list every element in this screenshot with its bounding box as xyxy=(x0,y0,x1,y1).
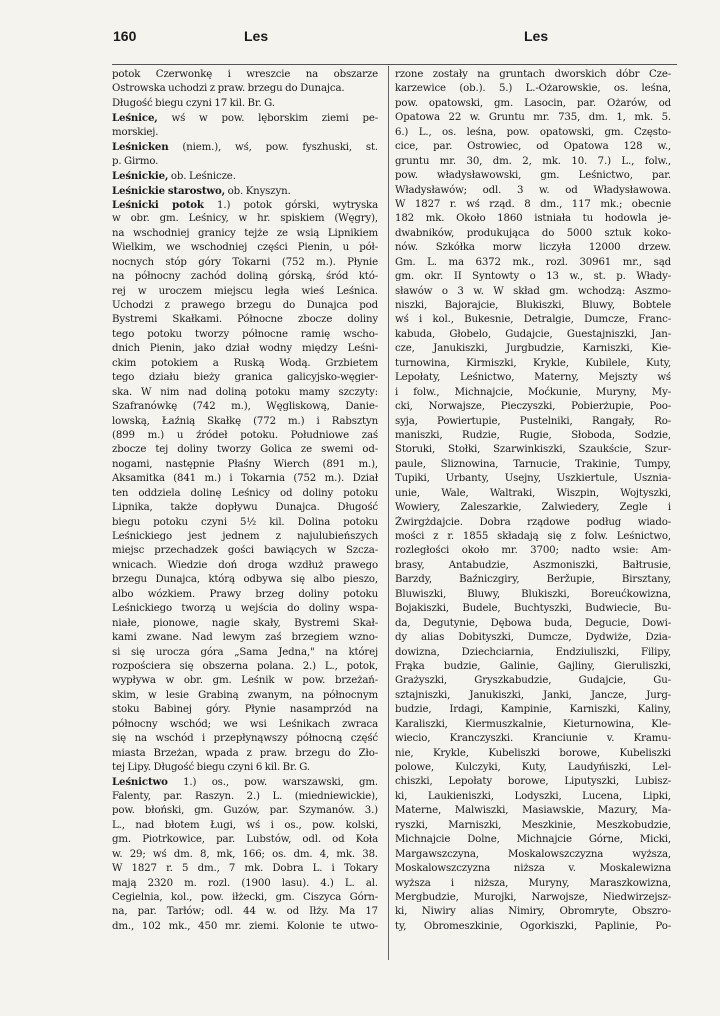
text-line: nogami, następnie Płaśny Wierch (891 m.), xyxy=(112,458,378,470)
entry-headword: Leśnicki potok xyxy=(112,198,204,211)
text-line: mości z r. 1855 składają się z folw. Leśnictwo, xyxy=(395,531,671,542)
text-line: Leśnickie, ob. Leśnicze. xyxy=(112,170,236,183)
text-line: Karaliszki, Kiermuszkalnie, Kieturnowina, Kle- xyxy=(395,718,671,730)
text-line: gruntu mr. 30, dm. 2, mk. 10. 7.) L., folw., xyxy=(395,155,671,167)
text-line: Cegielnia, kol., pow. iłżecki, gm. Ciszyca Górn- xyxy=(112,891,378,903)
running-title-left: Les xyxy=(244,28,269,44)
text-line: pow. opatowski, gm. Lasocin, par. Ożarów, od xyxy=(395,97,671,109)
text-line: ryszki, Marniszki, Meszkinie, Meszkobudzie, xyxy=(395,819,671,831)
text-line: pow. władysławowski, gm. Leśnictwo, par. xyxy=(395,170,671,182)
text-line: unie, Wale, Waltraki, Wiszpin, Wojtyszki, xyxy=(395,487,671,499)
text-line: polowe, Kulczyki, Kuty, Laudyńiszki, Lel- xyxy=(395,762,671,773)
text-line: na wschodniej granicy tejże ze wsią Lipnikiem xyxy=(112,227,378,239)
text-line: dm., 102 mk., 450 mr. ziemi. Kolonie te utwo- xyxy=(112,920,378,932)
text-line: Lipnika, także dopływu Dunajca. Długość xyxy=(112,502,378,514)
text-line: Uchodzi z prawego brzegu do Dunajca pod xyxy=(112,300,378,311)
text-line: syja, Powiertupie, Pustelniki, Rangały, Ro- xyxy=(395,415,671,427)
text-line: kami zwane. Nad lewym zaś brzegiem wzno- xyxy=(112,632,378,644)
text-line: Falenty, par. Raszyn. 2.) L. (miedniewickie), xyxy=(112,790,378,802)
text-line: Frąka budzie, Galinie, Gajliny, Gieruliszki, xyxy=(395,660,671,672)
text-line: ckim potokiem a Ruską Wodą. Grzbietem xyxy=(112,357,378,369)
text-line: Żwirgżdajcie. Dobra rządowe podług wiado- xyxy=(395,516,671,528)
text-line: (899 m.) u źródeł potoku. Południowe zaś xyxy=(112,429,378,441)
entry-headword: Leśnicken xyxy=(112,141,169,154)
text-line: Aksamitka (841 m.) i Tokarnia (752 m.). Dział xyxy=(112,473,378,485)
text-line: gm. Piotrkowice, par. Lubstów, odl. od Koła xyxy=(112,834,378,846)
page-number: 160 xyxy=(113,28,137,44)
text-line: sławów o 3 w. W skład gm. wchodzą: Aszmo- xyxy=(395,285,671,297)
header-rule xyxy=(112,64,677,65)
text-line: w. 29; wś dm. 8, mk, 166; os. dm. 4, mk. 38. xyxy=(112,848,378,860)
text-line: albo wózkiem. Prawy brzeg doliny potoku xyxy=(112,588,378,600)
text-line: budzie, Irdagi, Kampinie, Karniszki, Kaliny, xyxy=(395,704,671,716)
text-line: kabuda, Głobelo, Gudajcie, Guestajniszki, Jan- xyxy=(395,328,671,340)
text-line: zbocze tej doliny tworzy Golica ze swemi od- xyxy=(112,444,378,456)
text-line: mają 2320 m. rozl. (1900 lasu). 4.) L. al. xyxy=(112,877,378,889)
text-line: paule, Śliznowina, Tarnucie, Trakinie, Tumpy, xyxy=(395,458,671,470)
text-line: Leśnictwo 1.) os., pow. warszawski, gm. xyxy=(112,776,378,789)
text-line: Gm. L. ma 6372 mk., rozl. 30961 mr., sąd xyxy=(395,256,671,268)
text-line: stoku Babinej góry. Płynie nasamprzód na xyxy=(112,704,378,716)
text-line: cki, Norwajsze, Pieczyszki, Pobierżupie, Poo- xyxy=(395,401,671,413)
running-header xyxy=(0,28,720,50)
text-line: ki, Laukieniszki, Lodyszki, Lucena, Lipki, xyxy=(395,790,671,802)
text-line: morskiej. xyxy=(112,126,159,138)
text-line: Tupiki, Urbanty, Usejny, Uszkiertule, Uszniа- xyxy=(395,473,671,485)
text-line: sztajniszki, Janukiszki, Janki, Jancze, Jurg- xyxy=(395,689,671,701)
text-line: Szafranówkę (742 m.), Węgliskową, Danie- xyxy=(112,401,378,413)
right-column xyxy=(395,68,671,934)
text-line: rozpościera się obszerna polana. 2.) L., potok, xyxy=(112,660,378,672)
text-line: da, Degutynie, Dębowa buda, Degucie, Dowi- xyxy=(395,617,671,629)
text-line: maniszki, Rudzie, Rugie, Słoboda, Sodzie, xyxy=(395,429,671,441)
text-line: Bystremi Skałkami. Północne zbocze doliny xyxy=(112,314,378,326)
text-line: Michnajcie Dolne, Michnajcie Górne, Micki, xyxy=(395,834,671,846)
text-line: pow. błoński, gm. Guzów, par. Szymanów. 3.) xyxy=(112,805,378,817)
text-line: biegu potoku czyni 5½ kil. Dolina potoku xyxy=(112,516,378,528)
text-line: Leśnice, wś w pow. lęborskim ziemi pe- xyxy=(112,112,378,125)
text-line: Leśnickie starostwo, ob. Knyszyn. xyxy=(112,184,291,197)
text-line: Leśnicken (niem.), wś, pow. fyszhuski, st. xyxy=(112,141,378,154)
text-line: dnich Pienin, jako dział wodny między Leśni- xyxy=(112,343,378,355)
text-line: tego działu bieży granica galicyjsko-węgier- xyxy=(112,372,378,384)
text-line: si się urocza góra „Sama Jedna," na której xyxy=(112,646,378,658)
text-line: turnowina, Kirmiszki, Krykle, Kubilele, Kuty, xyxy=(395,357,671,369)
text-line: Barzdy, Baźniczgiry, Beržupie, Birsztany, xyxy=(395,574,671,586)
text-line: L., nad błotem Ługi, wś i os., pow. kolski, xyxy=(112,819,378,831)
text-line: rzone zostały na gruntach dworskich dóbr Cze- xyxy=(395,69,671,80)
text-line: nów. Szkółka morw liczyła 12000 drzew. xyxy=(395,242,671,254)
text-line: dwabników, produkująca do 5000 sztuk koko- xyxy=(395,227,671,239)
text-line: brzegu Dunajca, którą odbywa się albo pieszo, xyxy=(112,574,378,586)
text-line: ten oddziela dolinę Leśnicy od doliny potoku xyxy=(112,487,378,499)
text-line: ty, Obromeszkinie, Ogorkiszki, Paplinie, Po- xyxy=(395,920,671,932)
text-line: Leśnickiego jest jednem z najulubieńszych xyxy=(112,531,378,542)
entry-headword: Leśnictwo xyxy=(112,776,168,789)
text-line: Leśnicki potok 1.) potok górski, wytryska xyxy=(112,198,378,211)
text-line: cze, Janukiszki, Jurgbudzie, Karniszki, Kie- xyxy=(395,343,671,355)
entry-headword: Leśnice, xyxy=(112,112,158,125)
text-line: i folw., Michnajcie, Moćkunie, Muryny, My- xyxy=(395,386,671,398)
text-line: lowską, Łaźnią Skałkę (772 m.) i Rabsztyn xyxy=(112,415,378,427)
text-line: Margawszczyna, Moskalowszczyzna wyższa, xyxy=(395,848,671,860)
text-line: Moskalowszczyzna niższa v. Moskalewizna xyxy=(395,863,671,875)
text-line: 6.) L., os. leśna, pow. opatowski, gm. Często- xyxy=(395,126,671,138)
text-line: niszki, Bajorajcie, Blukiszki, Bluwy, Bobtele xyxy=(395,300,671,311)
text-line: wiecio, Kranczyszki. Kranciunie v. Kramu- xyxy=(395,733,671,745)
text-line: gm. okr. II Syntowty o 13 w., st. p. Włady- xyxy=(395,271,671,283)
text-line: brasy, Antabudzie, Aszmoniszki, Bałtrusie, xyxy=(395,559,671,571)
text-line: miasta Brzeżan, wpada z praw. brzegu do Zło- xyxy=(112,747,378,759)
entry-headword: Leśnickie, xyxy=(112,170,169,183)
text-line: chiszki, Lepołaty borowe, Liputyszki, Lubisz- xyxy=(395,776,671,788)
text-line: Wowiery, Zaleszarkie, Zalwiedery, Zegle i xyxy=(395,502,671,514)
text-line: Leśnickiego tworzą u wejścia do doliny wspa- xyxy=(112,603,378,615)
text-line: miejsc przechadzek gości bawiących w Szcza- xyxy=(112,545,378,557)
text-line: w obr. gm. Leśnicy, w hr. spiskiem (Węgry), xyxy=(112,213,378,225)
text-line: nocnych stóp góry Tokarni (752 m.). Płynie xyxy=(112,256,378,268)
text-line: W 1827 r. 5 dm., 7 mk. Dobra L. i Tokary xyxy=(112,863,378,875)
text-line: ska. W nim nad doliną potoku mamy szczyty: xyxy=(112,386,378,398)
text-line: ki, Niwiry alias Nimiry, Obromryte, Obszro- xyxy=(395,906,671,918)
text-line: Storuki, Stołki, Szarwinkiszki, Szaukście, Szur- xyxy=(395,444,671,456)
text-line: skim, w lesie Grabiną zwanym, na północnym xyxy=(112,689,378,701)
running-title-right: Les xyxy=(524,28,549,44)
text-line: Grażyszki, Gryszkabudzie, Gudajcie, Gu- xyxy=(395,675,671,687)
text-line: wś i kol., Bukesnie, Detralgie, Dumcze, Franc- xyxy=(395,314,671,326)
text-line: potok Czerwonkę i wreszcie na obszarze xyxy=(112,69,378,80)
text-line: p. Girmo. xyxy=(112,155,159,167)
text-line: niałe, pionowe, nagie skały, Bystremi Skał- xyxy=(112,617,378,629)
text-line: Ostrowska uchodzi z praw. brzegu do Dunajca. xyxy=(112,83,345,95)
text-line: karzewice (ob.). 5.) L.-Ożarowskie, os. leśna, xyxy=(395,83,671,95)
text-line: wyższa i niższa, Muryny, Maraszkowizna, xyxy=(395,877,671,889)
text-line: W 1827 r. wś rząd. 8 dm., 117 mk.; obecnie xyxy=(395,198,671,210)
text-line: Wielkim, we wschodniej części Pienin, u pół- xyxy=(112,242,378,254)
text-line: wnicach. Wiedzie doń droga wzdłuż prawego xyxy=(112,559,378,571)
text-line: się na wschód i przepłynąwszy północną część xyxy=(112,733,378,745)
text-line: Lepołaty, Leśnictwo, Materny, Mejszty wś xyxy=(395,372,671,384)
text-line: Opatowa 22 w. Gruntu mr. 735, dm. 1, mk. 5. xyxy=(395,112,671,124)
text-line: Materne, Malwiszki, Masiawskie, Mazury, Ma- xyxy=(395,805,671,817)
text-line: dowizna, Dziechciarnia, Endziuliszki, Filipy, xyxy=(395,646,671,658)
text-line: na, par. Tarłów; odl. 44 w. od Iłży. Ma 17 xyxy=(112,906,378,918)
text-line: tego potoku tworzy północne ramię wscho- xyxy=(112,328,378,340)
text-line: cice, par. Ostrowiec, od Opatowa 128 w., xyxy=(395,141,671,153)
text-line: północny wschód; we wsi Leśnikach zwraca xyxy=(112,718,378,730)
left-column xyxy=(112,68,378,934)
text-line: rozległości około mr. 3700; nadto wsie: Am- xyxy=(395,545,671,557)
text-line: tej Lipy. Długość biegu czyni 6 kil. Br. G. xyxy=(112,762,310,773)
entry-headword: Leśnickie starostwo, xyxy=(112,184,226,197)
column-divider xyxy=(388,66,389,960)
text-line: Bluwiszki, Bluwy, Blukiszki, Boreućkowizna, xyxy=(395,588,671,600)
text-line: 182 mk. Około 1860 istniała tu hodowla je- xyxy=(395,213,671,225)
text-line: Długość biegu czyni 17 kil. Br. G. xyxy=(112,97,275,109)
text-line: nie, Krykle, Kubeliszki borowe, Kubeliszki xyxy=(395,747,671,759)
text-line: na północny zachód doliną górską, śród któ- xyxy=(112,271,378,283)
text-line: Mergbudzie, Murojki, Narwojsze, Niedwirzejsz- xyxy=(395,891,671,903)
text-line: wypływa w obr. gm. Leśnik w pow. brzeżań- xyxy=(112,675,378,687)
text-line: Bojakiszki, Budele, Buchtyszki, Budwiecie, Bu- xyxy=(395,603,671,615)
text-line: dy alias Dobityszki, Dumcze, Dydwiże, Dzia- xyxy=(395,632,671,644)
text-line: Władysławów; odl. 3 w. od Władysławowa. xyxy=(395,184,671,196)
text-line: rej w uroczem miejscu legła wieś Leśnica. xyxy=(112,285,378,297)
